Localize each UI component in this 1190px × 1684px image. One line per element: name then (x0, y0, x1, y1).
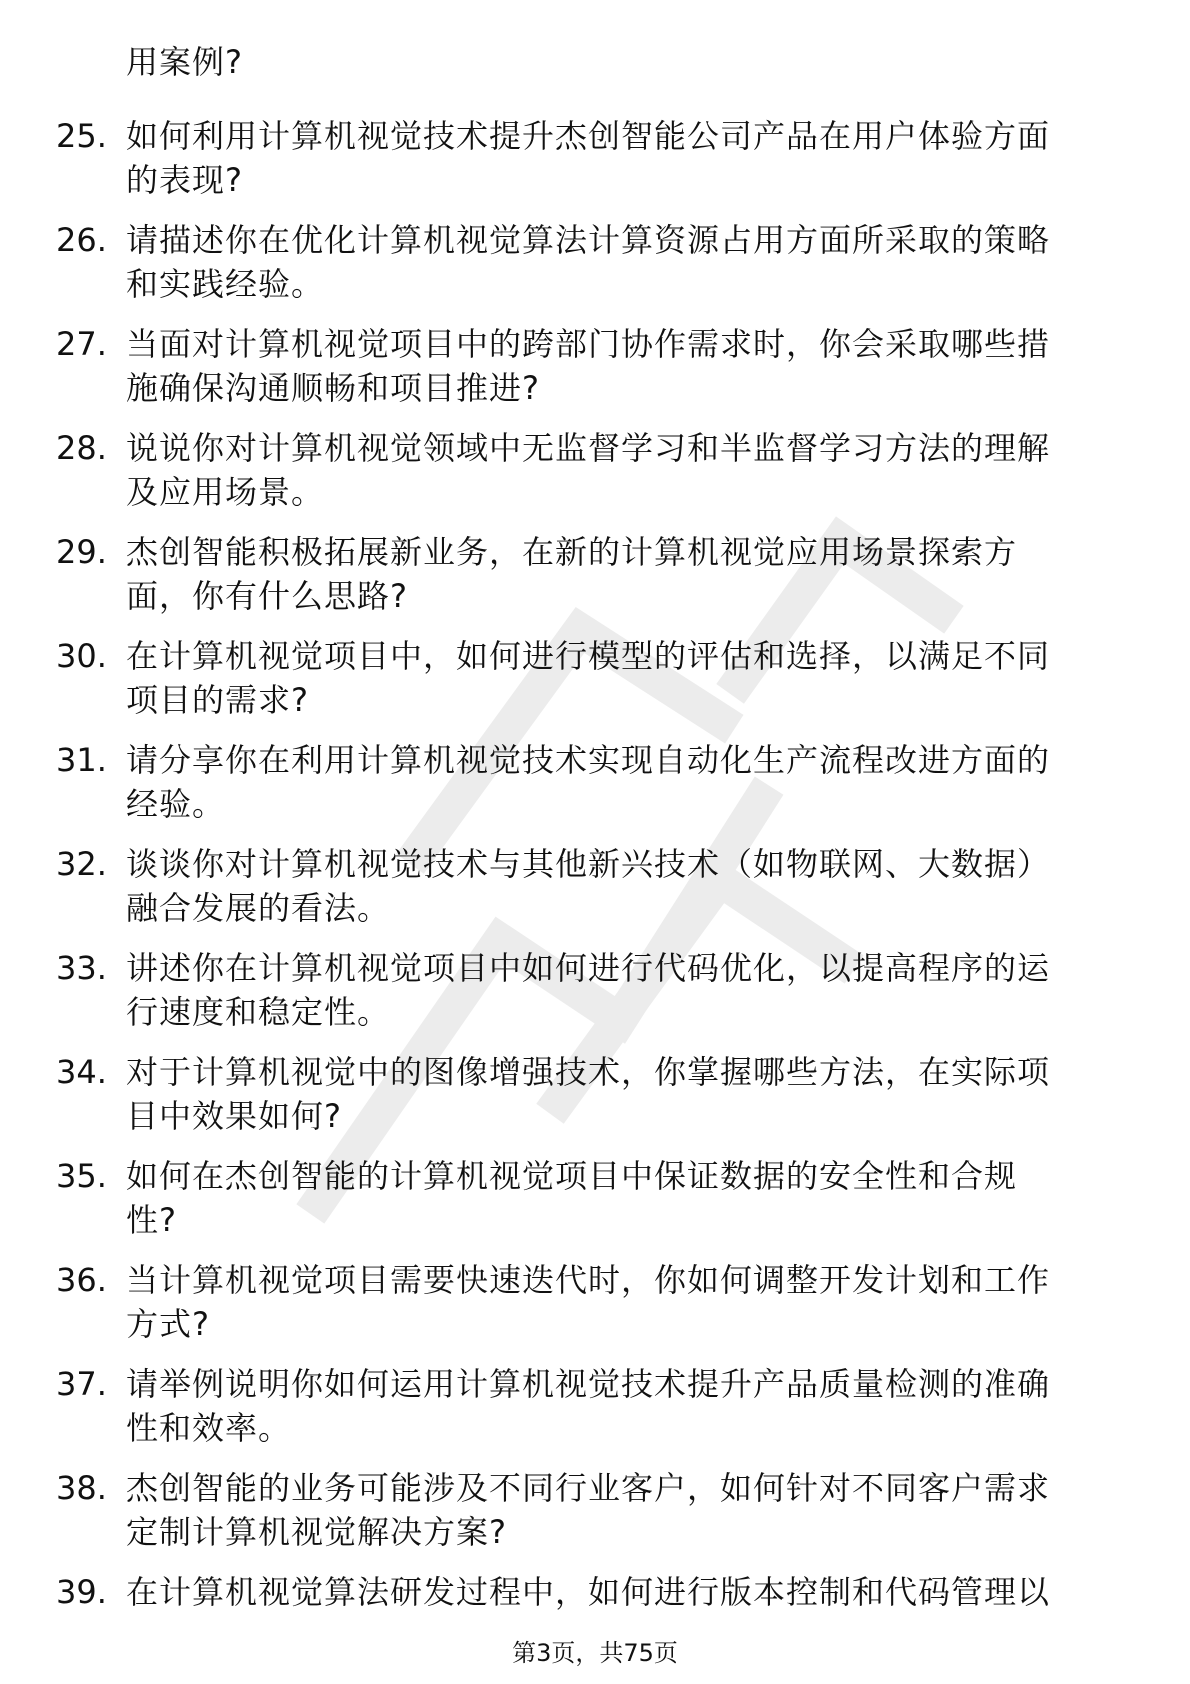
question-text-line: 项目的需求? (126, 681, 309, 719)
question-text (126, 218, 1126, 306)
question-text (126, 1466, 1126, 1554)
question-item (0, 530, 1190, 634)
question-text-line: 请描述你在优化计算机视觉算法计算资源占用方面所采取的策略 (126, 221, 1051, 259)
question-text (126, 114, 1126, 202)
question-text-line: 请举例说明你如何运用计算机视觉技术提升产品质量检测的准确 (126, 1365, 1051, 1403)
question-text-line: 方式? (126, 1305, 210, 1343)
question-text-line: 谈谈你对计算机视觉技术与其他新兴技术（如物联网、大数据） (126, 845, 1051, 883)
question-text-line: 杰创智能积极拓展新业务，在新的计算机视觉应用场景探索方 (126, 533, 1018, 571)
question-text (126, 1050, 1126, 1138)
question-text-line: 目中效果如何? (126, 1097, 342, 1135)
question-text-line: 性和效率。 (126, 1409, 292, 1447)
question-text-line: 施确保沟通顺畅和项目推进? (126, 369, 540, 407)
question-text-line: 在计算机视觉项目中，如何进行模型的评估和选择，以满足不同 (126, 637, 1051, 675)
question-text (126, 946, 1126, 1034)
question-text (126, 1362, 1126, 1450)
question-number: 27. (56, 325, 107, 363)
question-text (126, 322, 1126, 410)
question-text (126, 1570, 1126, 1614)
question-text-line: 面，你有什么思路? (126, 577, 408, 615)
question-item (0, 114, 1190, 218)
question-item (0, 1362, 1190, 1466)
question-text-line: 的表现? (126, 161, 243, 199)
question-number: 36. (56, 1261, 107, 1299)
question-text (126, 842, 1126, 930)
question-number: 39. (56, 1573, 107, 1611)
question-text-line: 在计算机视觉算法研发过程中，如何进行版本控制和代码管理以 (126, 1573, 1051, 1611)
question-number: 37. (56, 1365, 107, 1403)
question-text-line: 定制计算机视觉解决方案? (126, 1513, 507, 1551)
question-number: 30. (56, 637, 107, 675)
question-text (126, 426, 1126, 514)
question-number: 35. (56, 1157, 107, 1195)
question-text-line: 杰创智能的业务可能涉及不同行业客户，如何针对不同客户需求 (126, 1469, 1051, 1507)
question-text (126, 530, 1126, 618)
question-item (0, 426, 1190, 530)
question-text-line: 当计算机视觉项目需要快速迭代时，你如何调整开发计划和工作 (126, 1261, 1051, 1299)
question-number: 32. (56, 845, 107, 883)
question-text (126, 634, 1126, 722)
question-item (0, 1154, 1190, 1258)
question-text (126, 1258, 1126, 1346)
question-number: 38. (56, 1469, 107, 1507)
question-text-line: 说说你对计算机视觉领域中无监督学习和半监督学习方法的理解 (126, 429, 1051, 467)
question-text-line: 和实践经验。 (126, 265, 325, 303)
question-text-line: 经验。 (126, 785, 226, 823)
question-item (0, 1050, 1190, 1154)
question-number: 28. (56, 429, 107, 467)
question-text-line: 融合发展的看法。 (126, 889, 391, 927)
question-item (0, 946, 1190, 1050)
question-text-line: 如何利用计算机视觉技术提升杰创智能公司产品在用户体验方面 (126, 117, 1051, 155)
question-item (0, 738, 1190, 842)
question-text (126, 738, 1126, 826)
question-text-line: 当面对计算机视觉项目中的跨部门协作需求时，你会采取哪些措 (126, 325, 1051, 363)
question-item (0, 1466, 1190, 1570)
question-text-line: 如何在杰创智能的计算机视觉项目中保证数据的安全性和合规 (126, 1157, 1018, 1195)
question-text-line: 性? (126, 1201, 177, 1239)
question-number: 29. (56, 533, 107, 571)
question-number: 33. (56, 949, 107, 987)
question-text (126, 1154, 1126, 1242)
page-footer: 第3页，共75页 (512, 1639, 678, 1667)
question-item (0, 218, 1190, 322)
question-item (0, 1258, 1190, 1362)
question-number: 25. (56, 117, 107, 155)
question-item (0, 322, 1190, 426)
question-text-line: 讲述你在计算机视觉项目中如何进行代码优化，以提高程序的运 (126, 949, 1051, 987)
question-number: 26. (56, 221, 107, 259)
question-text-line: 及应用场景。 (126, 473, 325, 511)
question-text-line: 行速度和稳定性。 (126, 993, 391, 1031)
question-item (0, 634, 1190, 738)
continued-question-text: 用案例? (126, 43, 243, 81)
question-number: 34. (56, 1053, 107, 1091)
question-item (0, 842, 1190, 946)
question-text-line: 请分享你在利用计算机视觉技术实现自动化生产流程改进方面的 (126, 741, 1051, 779)
question-number: 31. (56, 741, 107, 779)
question-list (0, 114, 1190, 1674)
question-text-line: 对于计算机视觉中的图像增强技术，你掌握哪些方法，在实际项 (126, 1053, 1051, 1091)
